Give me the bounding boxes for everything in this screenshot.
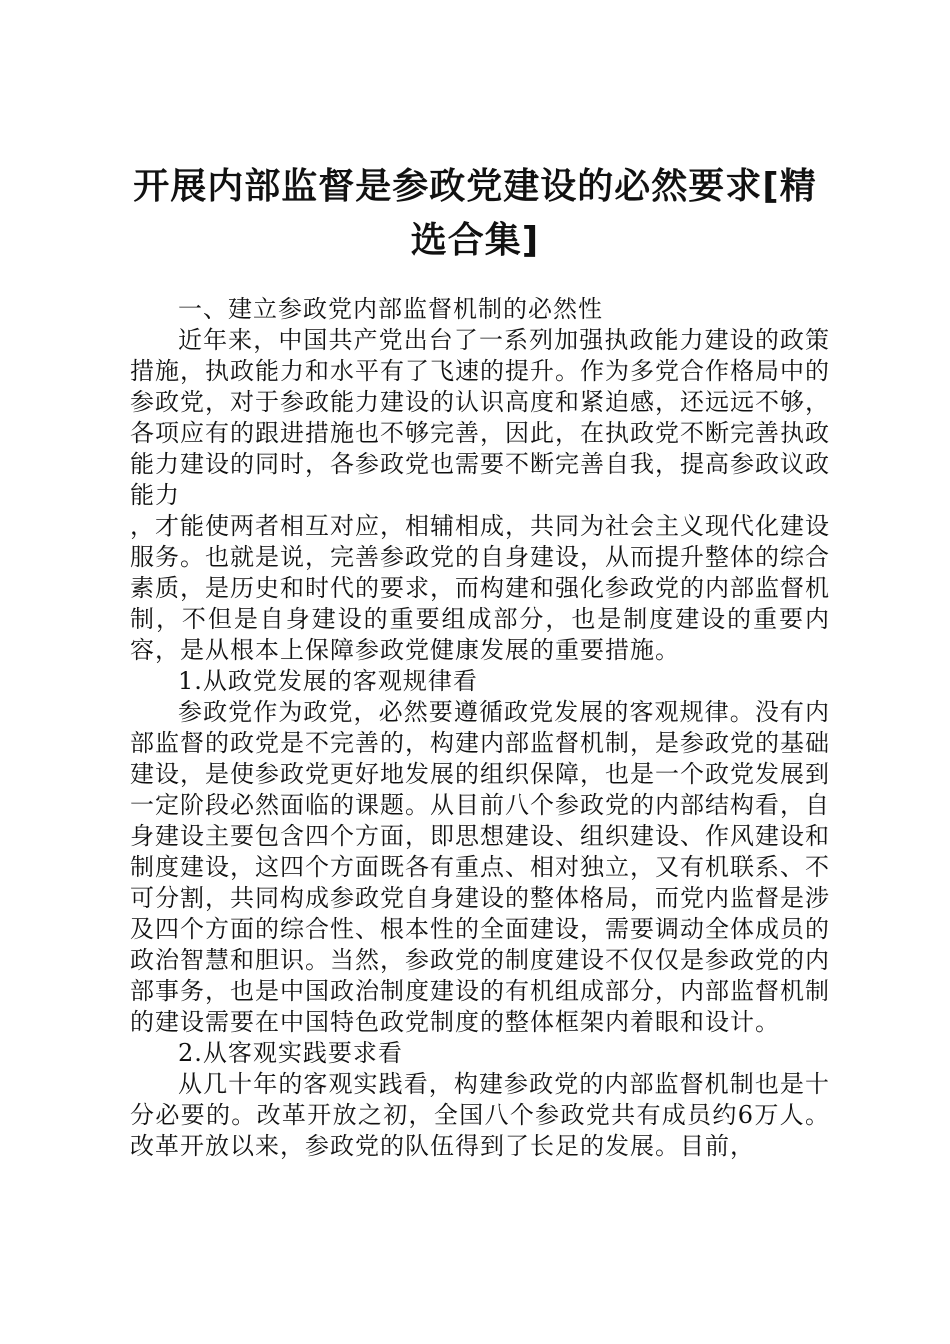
body-paragraph: 参政党作为政党，必然要遵循政党发展的客观规律。没有内部监督的政党是不完善的，构建内部监督机制，是参政党的基础建设，是使参政党更好地发展的组织保障，也是一个政党发展到一定阶段必然面临的课题。从目前八个参政党的内部结构看，自身建设主要包含四个方面，即思想建设、组织建设、作风建设和制度建设，这四个方面既各有重点、相对独立，又有机联系、不可分割，共同构成参政党自身建设的整体格局，而党内监督是涉及四个方面的综合性、根本性的全面建设，需要调动全体成员的政治智慧和胆识。当然，参政党的制度建设不仅仅是参政党的内部事务，也是中国政治制度建设的有机组成部分，内部监督机制的建设需要在中国特色政党制度的整体框架内着眼和设计。 (130, 698, 830, 1036)
document-body (130, 294, 830, 1162)
document-title: 开展内部监督是参政党建设的必然要求[精选合集] (133, 166, 817, 261)
body-paragraph: 近年来，中国共产党出台了一系列加强执政能力建设的政策措施，执政能力和水平有了飞速的提升。作为多党合作格局中的参政党，对于参政能力建设的认识高度和紧迫感，还远远不够，各项应有的跟进措施也不够完善，因此，在执政党不断完善执政能力建设的同时，各参政党也需要不断完善自我，提高参政议政能力 (130, 326, 830, 509)
subsection-heading: 2.从客观实践要求看 (178, 1039, 403, 1067)
section-heading: 一、建立参政党内部监督机制的必然性 (178, 295, 603, 323)
subsection-heading: 1.从政党发展的客观规律看 (178, 667, 478, 695)
body-paragraph: 从几十年的客观实践看，构建参政党的内部监督机制也是十分必要的。改革开放之初，全国八个参政党共有成员约6万人。改革开放以来，参政党的队伍得到了长足的发展。目前， (130, 1070, 830, 1160)
body-paragraph-continuation: ，才能使两者相互对应，相辅相成，共同为社会主义现代化建设服务。也就是说，完善参政党的自身建设，从而提升整体的综合素质，是历史和时代的要求，而构建和强化参政党的内部监督机制，不但是自身建设的重要组成部分，也是制度建设的重要内容，是从根本上保障参政党健康发展的重要措施。 (130, 512, 830, 664)
